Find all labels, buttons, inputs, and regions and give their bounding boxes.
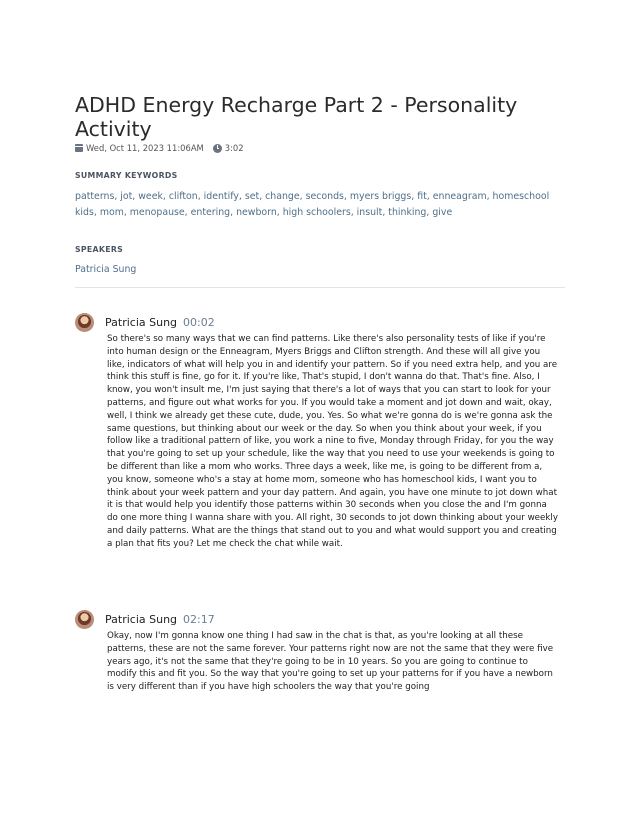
page-title: ADHD Energy Recharge Part 2 - Personality Activity bbox=[75, 93, 518, 141]
utterance-text: So there's so many ways that we can find patterns. Like there's also personality tests of like if you're into human design or the Enneagram, Myers Briggs and Clifton strength. And these will all give you like, indicators of what will help you in and identify your pattern. So if you need extra help, and you are think this stuff is fine, go for it. If you're like, That's stupid, I don't wanna do that. That's fine. Also, I know, you won't insult me, I'm just saying that there's a lot of ways that you can start to look for your patterns, and figure out what works for you. If you would take a moment and jot down and wait, okay, well, I think we already get these cute, dude, you. Yes. So what we're gonna do is we're gonna ask the same questions, but thinking about our week or the day. So when you think about your week, if you follow like a traditional pattern of like, you work a nine to five, Monday through Friday, for you the way that you're going to set up your schedule, like the way that you need to use your weekends is going to be different than like a mom who works. Three days a week, like me, is going to be different from a, you know, someone who's a stay at home mom, someone who has homeschool kids, I want you to think about your week pattern and your day pattern. And again, you have one minute to jot down what it is that would help you identify those patterns within 30 seconds when you close the and I'm gonna do one more thing I wanna share with you. All right, 30 seconds to jot down thinking about your weekly and daily patterns. What are the things that stand out to you and what would support you and creating a plan that fits you? Let me check the chat while wait. bbox=[107, 334, 558, 549]
speaker-name: Patricia Sung bbox=[105, 613, 178, 626]
meta-info bbox=[75, 143, 244, 153]
speaker-header bbox=[105, 316, 215, 329]
summary-keywords: patterns, jot, week, clifton, identify, set, change, seconds, myers briggs, fit, enneagram, homeschool kids, mom, menopause, entering, newborn, high schoolers, insult, thinking, give bbox=[75, 191, 550, 218]
speakers-list: Patricia Sung bbox=[75, 264, 137, 275]
timestamp: 00:02 bbox=[183, 316, 215, 329]
summary-keywords-heading: SUMMARY KEYWORDS bbox=[75, 171, 178, 180]
speaker-name: Patricia Sung bbox=[105, 316, 178, 329]
divider bbox=[75, 287, 565, 288]
utterance-text: Okay, now I'm gonna know one thing I had saw in the chat is that, as you're looking at all these patterns, these are not the same forever. Your patterns right now are not the same that they were five years ago, it's not the same that they're going to be in 10 years. So you are going to continue to modify this and fit you. So the way that you're going to set up your patterns for if you have a newborn is very different than if you have high schoolers the way that you're going bbox=[107, 631, 554, 693]
speaker-avatar bbox=[75, 313, 94, 332]
speaker-header bbox=[105, 613, 215, 626]
speakers-heading: SPEAKERS bbox=[75, 245, 124, 254]
clock-icon bbox=[213, 144, 222, 153]
timestamp: 02:17 bbox=[183, 613, 215, 626]
calendar-icon bbox=[75, 144, 83, 152]
recording-date: Wed, Oct 11, 2023 11:06AM bbox=[86, 143, 204, 153]
speaker-avatar bbox=[75, 610, 94, 629]
recording-duration: 3:02 bbox=[224, 143, 244, 153]
